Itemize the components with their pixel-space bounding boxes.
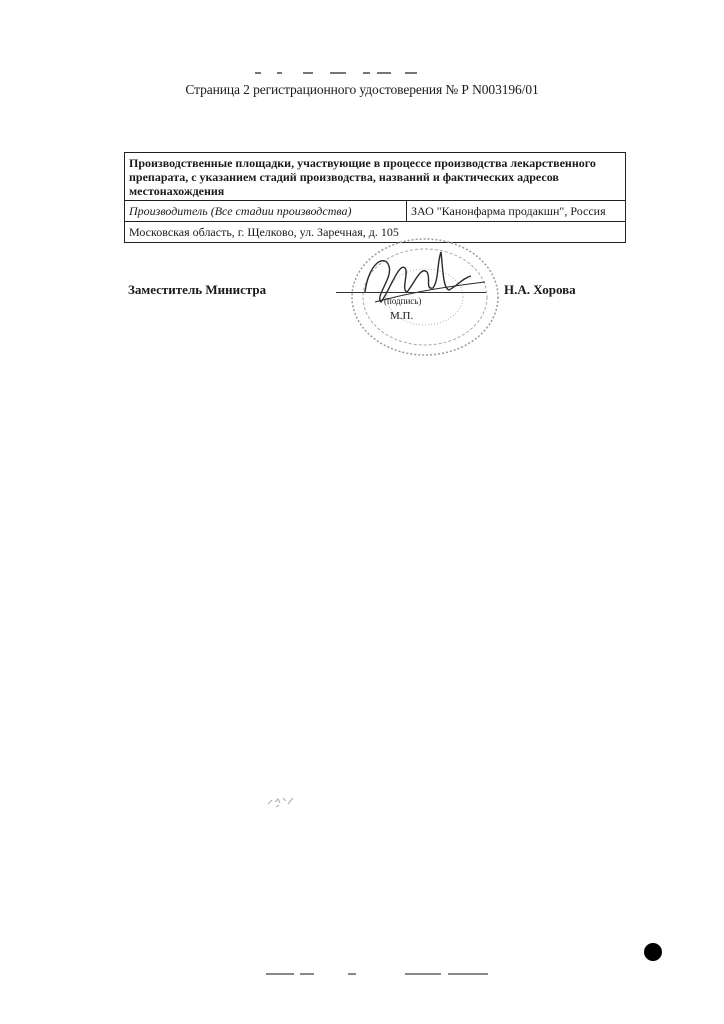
- punch-hole-mark: [644, 943, 662, 961]
- scan-artifact-footer: [0, 968, 724, 980]
- stamp-place-label: М.П.: [390, 310, 414, 322]
- production-sites-table: [124, 152, 626, 243]
- producer-address: Московская область, г. Щелково, ул. Заречная, д. 105: [129, 225, 399, 239]
- scan-artifact-scribble: [266, 792, 298, 810]
- table-heading-row: [125, 153, 625, 201]
- signature-caption: (подпись): [384, 296, 422, 306]
- producer-name: ЗАО "Канонфарма продакшн", Россия: [411, 204, 606, 218]
- signatory-name: Н.А. Хорова: [504, 282, 576, 297]
- signature-block: [128, 278, 588, 338]
- scan-artifact-top: [255, 70, 425, 76]
- table-heading: Производственные площадки, участвующие в процессе производства лекарственного препарата, с указанием стадий производства, названий и фактических адресов местонахождения: [129, 156, 596, 198]
- signatory-role: Заместитель Министра: [128, 282, 267, 297]
- producer-label: Производитель (Все стадии производства): [125, 201, 407, 221]
- table-row: [125, 201, 625, 222]
- page-header: Страница 2 регистрационного удостоверения № Р N003196/01: [185, 82, 539, 97]
- signature-line: [336, 292, 486, 293]
